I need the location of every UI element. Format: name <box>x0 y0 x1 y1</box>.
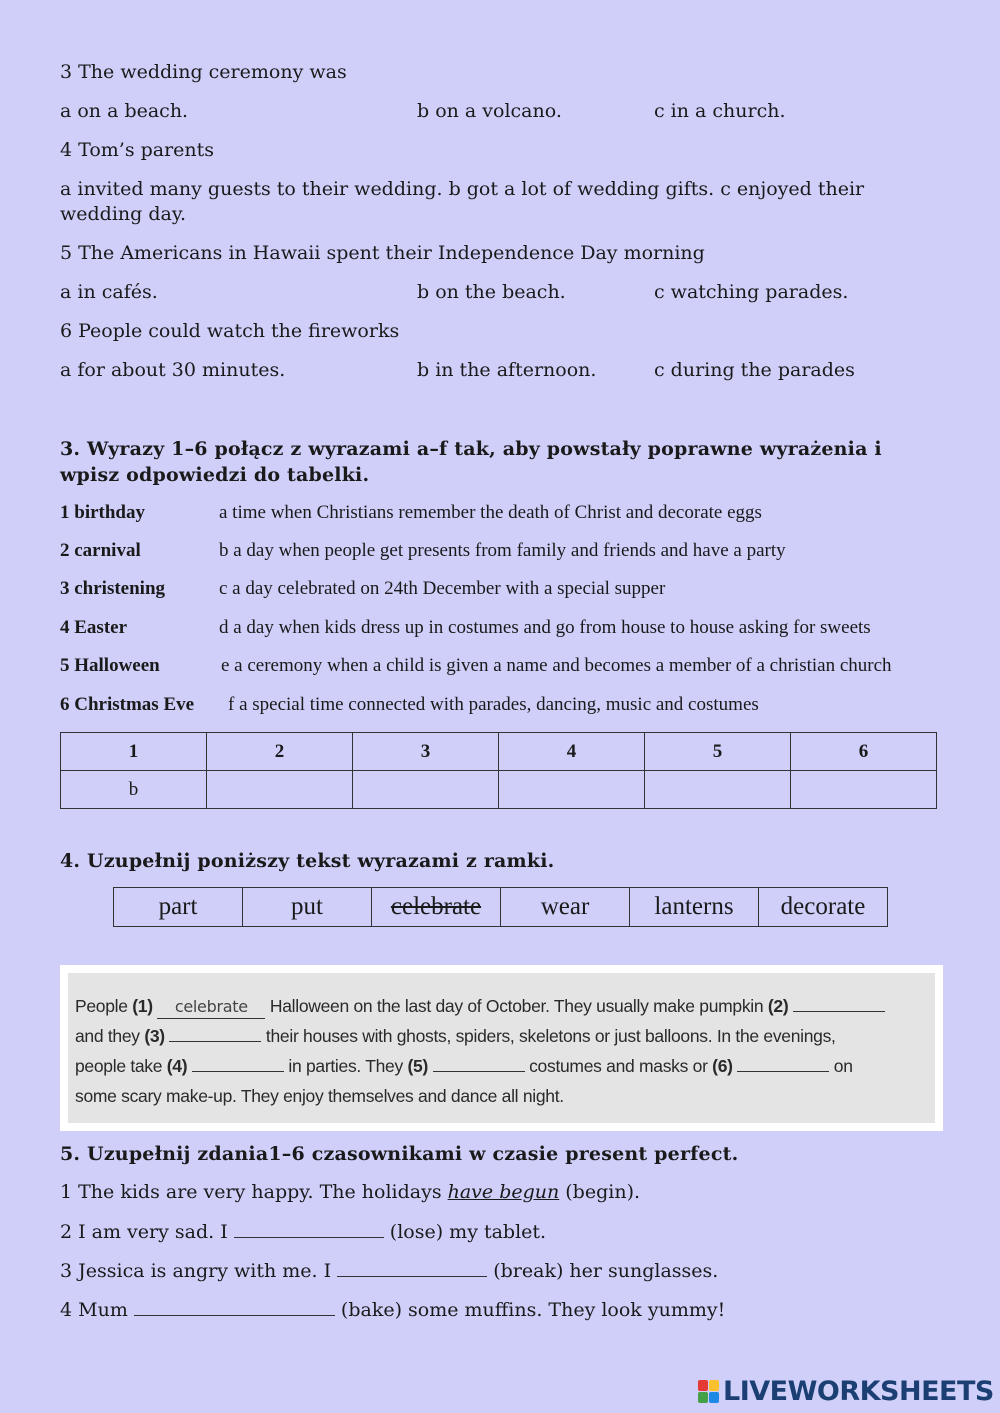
answer-header-1: 1 <box>61 733 207 771</box>
answer-cell-5[interactable] <box>645 771 791 809</box>
word-wear: wear <box>501 888 630 926</box>
answer-cell-2[interactable] <box>207 771 353 809</box>
text-line-1: People (1) celebrate Halloween on the last day of October. They usually make pumpkin (2) <box>75 991 925 1021</box>
task3-term-5: 5 Halloween <box>60 655 160 676</box>
task5-blank-2[interactable] <box>234 1219 384 1238</box>
task3-term-1: 1 birthday <box>60 502 145 523</box>
task3-term-3: 3 christening <box>60 578 166 599</box>
quiz-q5-option-b: b on the beach. <box>417 281 566 303</box>
gap-number-4: (4) <box>166 1056 188 1076</box>
task3-title: 3. Wyrazy 1–6 połącz z wyrazami a–f tak, aby powstały poprawne wyrażenia i wpisz odpowiedzi do tabelki. <box>60 438 882 486</box>
task3-def-c: c a day celebrated on 24th December with a special supper <box>219 578 666 599</box>
task3-def-e: e a ceremony when a child is given a name and becomes a member of a christian church <box>221 655 892 676</box>
answer-table-input-row <box>61 771 937 809</box>
gap-number-1: (1) <box>132 996 153 1016</box>
answer-header-2: 2 <box>207 733 353 771</box>
gap-number-2: (2) <box>767 996 789 1016</box>
gap-6-blank[interactable] <box>737 1071 829 1072</box>
quiz-q3-stem: 3 The wedding ceremony was <box>60 61 347 83</box>
task3-def-f: f a special time connected with parades, dancing, music and costumes <box>228 694 759 715</box>
task5-answer-1[interactable]: have begun <box>447 1181 560 1203</box>
liveworksheets-logo <box>698 1376 994 1407</box>
quiz-q3-option-c: c in a church. <box>654 100 786 122</box>
logo-square-3 <box>698 1392 708 1403</box>
word-lanterns: lanterns <box>630 888 759 926</box>
quiz-q6-option-a: a for about 30 minutes. <box>60 359 286 381</box>
gap-number-3: (3) <box>144 1026 165 1046</box>
logo-square-4 <box>709 1392 719 1403</box>
answer-header-6: 6 <box>791 733 937 771</box>
logo-square-1 <box>698 1380 708 1391</box>
quiz-q4-options: a invited many guests to their wedding. b got a lot of wedding gifts. c enjoyed their wedding day. <box>60 178 865 225</box>
quiz-q5-option-a: a in cafés. <box>60 281 158 303</box>
answer-cell-6[interactable] <box>791 771 937 809</box>
task3-def-a: a time when Christians remember the death of Christ and decorate eggs <box>219 502 762 523</box>
task3-answer-table <box>60 732 937 809</box>
text-line-2: and they (3) their houses with ghosts, spiders, skeletons or just balloons. In the evenings, <box>75 1026 836 1046</box>
task5-sentence-3: 3 Jessica is angry with me. I (break) her sunglasses. <box>60 1260 719 1282</box>
gap-1-answer[interactable]: celebrate <box>157 996 265 1019</box>
answer-header-5: 5 <box>645 733 791 771</box>
gap-number-6: (6) <box>712 1056 733 1076</box>
quiz-q4-stem: 4 Tom’s parents <box>60 139 215 161</box>
task3-term-4: 4 Easter <box>60 617 128 638</box>
answer-cell-4[interactable] <box>499 771 645 809</box>
answer-table-header-row <box>61 733 937 771</box>
gap-3-blank[interactable] <box>169 1041 261 1042</box>
answer-cell-1[interactable]: b <box>61 771 207 809</box>
quiz-q6-stem: 6 People could watch the fireworks <box>60 320 400 342</box>
task5-blank-3[interactable] <box>337 1258 487 1277</box>
quiz-q3-option-b: b on a volcano. <box>417 100 562 122</box>
quiz-q3-option-a: a on a beach. <box>60 100 189 122</box>
gap-2-blank[interactable] <box>793 1011 885 1012</box>
task5-title: 5. Uzupełnij zdania1–6 czasownikami w czasie present perfect. <box>60 1143 739 1165</box>
task5-sentence-1: 1 The kids are very happy. The holidays have begun (begin). <box>60 1181 641 1203</box>
task5-sentence-4: 4 Mum (bake) some muffins. They look yummy! <box>60 1299 726 1321</box>
text-line-4: some scary make-up. They enjoy themselves and dance all night. <box>75 1086 564 1106</box>
gap-5-blank[interactable] <box>433 1071 525 1072</box>
halloween-text-box <box>60 965 943 1131</box>
task3-term-2: 2 carnival <box>60 540 141 561</box>
task3-def-d: d a day when kids dress up in costumes and go from house to house asking for sweets <box>219 617 871 638</box>
answer-header-3: 3 <box>353 733 499 771</box>
task3-def-b: b a day when people get presents from family and friends and have a party <box>219 540 786 561</box>
halloween-text <box>68 973 935 1123</box>
word-celebrate-used: celebrate <box>372 888 501 926</box>
liveworksheets-logo-text: LIVEWORKSHEETS <box>723 1376 994 1407</box>
task3-term-6: 6 Christmas Eve <box>60 694 195 715</box>
logo-square-2 <box>709 1380 719 1391</box>
task5-blank-4[interactable] <box>134 1297 335 1316</box>
task4-title: 4. Uzupełnij poniższy tekst wyrazami z ramki. <box>60 850 555 872</box>
task5-sentence-2: 2 I am very sad. I (lose) my tablet. <box>60 1221 547 1243</box>
gap-number-5: (5) <box>407 1056 428 1076</box>
word-decorate: decorate <box>780 893 866 920</box>
gap-4-blank[interactable] <box>192 1071 284 1072</box>
word-part: part <box>114 888 243 926</box>
quiz-q5-stem: 5 The Americans in Hawaii spent their Independence Day morning <box>60 242 705 264</box>
word-put: put <box>243 888 372 926</box>
answer-cell-3[interactable] <box>353 771 499 809</box>
quiz-q6-option-b: b in the afternoon. <box>417 359 597 381</box>
word-box <box>113 887 888 927</box>
quiz-q6-option-c: c during the parades <box>654 359 855 381</box>
liveworksheets-logo-icon <box>698 1380 720 1404</box>
answer-header-4: 4 <box>499 733 645 771</box>
text-line-3: people take (4) in parties. They (5) costumes and masks or (6) on <box>75 1056 853 1076</box>
quiz-q5-option-c: c watching parades. <box>654 281 849 303</box>
